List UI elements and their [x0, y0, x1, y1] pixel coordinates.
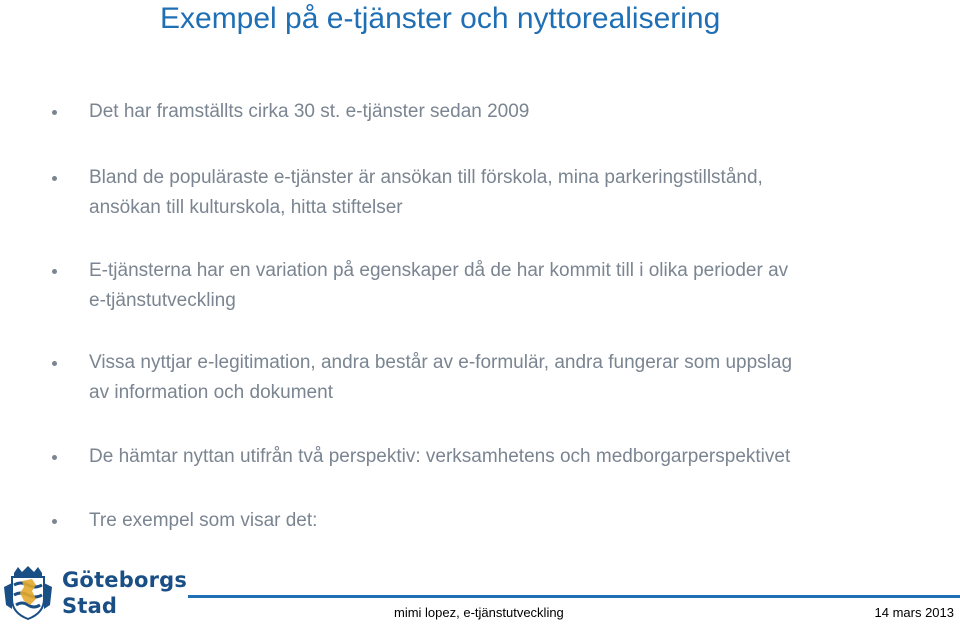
bullet-text: Vissa nyttjar e-legitimation, andra består av e-formulär, andra fungerar som uppslag	[89, 352, 793, 373]
bullet-text: De hämtar nyttan utifrån två perspektiv: verksamhetens och medborgarperspektivet	[89, 446, 791, 467]
slide-title: Exempel på e-tjänster och nyttorealisering	[160, 2, 721, 35]
bullet-dot-icon	[52, 361, 57, 366]
bullet-item	[89, 442, 939, 472]
footer-author: mimi lopez, e-tjänstutveckling	[394, 605, 564, 620]
bullet-dot-icon	[52, 455, 57, 460]
logo-line-1: Göteborgs	[62, 568, 188, 592]
bullet-text: Bland de populäraste e-tjänster är ansökan till förskola, mina parkeringstillstånd,	[89, 167, 763, 188]
goteborgs-stad-logo	[2, 565, 188, 623]
bullet-text-continued: ansökan till kulturskola, hitta stiftelser	[89, 197, 403, 218]
footer-divider	[188, 595, 960, 598]
bullet-item	[89, 348, 939, 408]
bullet-dot-icon	[52, 110, 57, 115]
logo-wordmark	[62, 567, 187, 619]
bullet-dot-icon	[52, 269, 57, 274]
bullet-text: Tre exempel som visar det:	[89, 510, 318, 531]
bullet-text: E-tjänsterna har en variation på egenskaper då de har kommit till i olika perioder av	[89, 260, 789, 281]
logo-line-2: Stad	[62, 594, 118, 618]
bullet-item	[89, 506, 939, 536]
bullet-item	[89, 97, 939, 127]
goteborg-coat-of-arms-icon	[2, 565, 54, 621]
bullet-item	[89, 163, 939, 223]
bullet-text: Det har framställts cirka 30 st. e-tjänster sedan 2009	[89, 101, 530, 122]
bullet-item	[89, 256, 939, 316]
bullet-text-continued: av information och dokument	[89, 382, 333, 403]
bullet-text-continued: e-tjänstutveckling	[89, 290, 236, 311]
bullet-dot-icon	[52, 519, 57, 524]
footer-date: 14 mars 2013	[874, 605, 954, 620]
bullet-dot-icon	[52, 176, 57, 181]
